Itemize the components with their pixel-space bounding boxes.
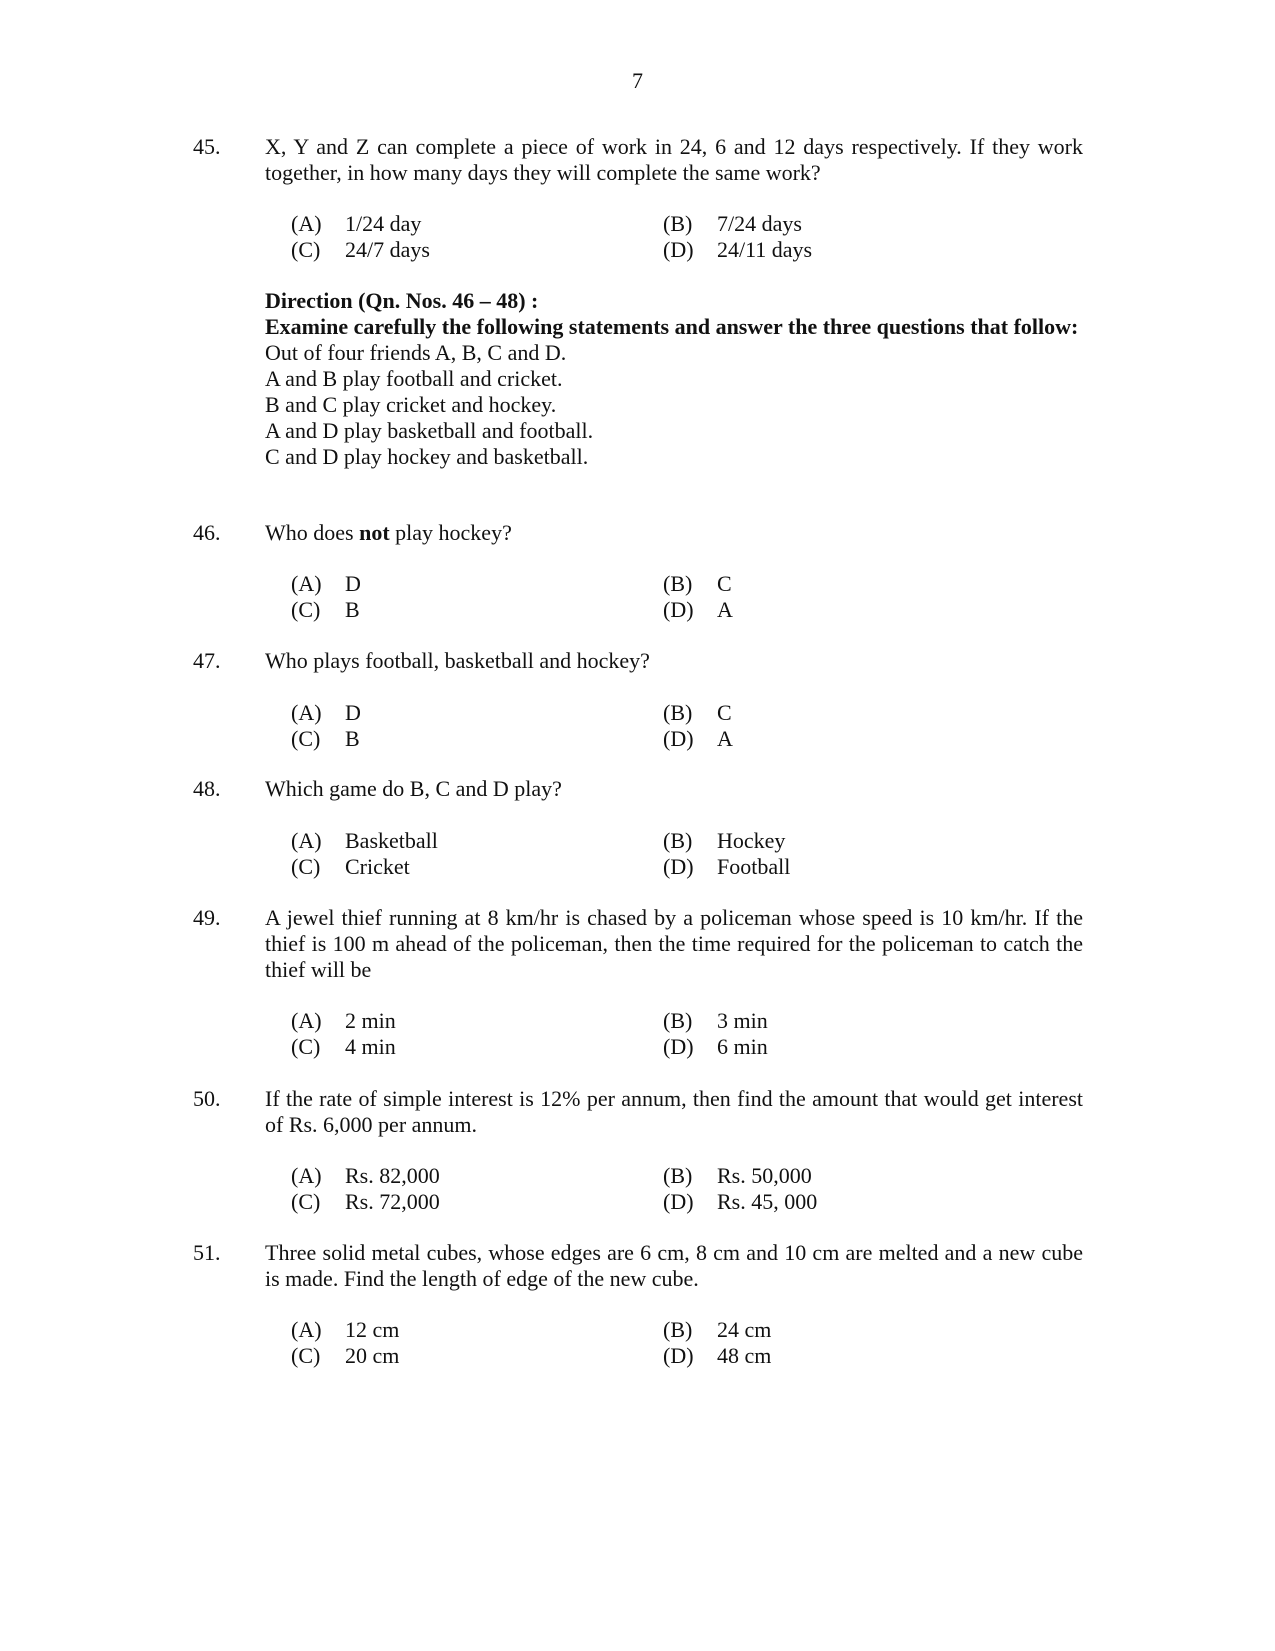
option-c: [291, 854, 410, 880]
option-a: [291, 700, 361, 726]
option-c: [291, 726, 360, 752]
option-b: [663, 1317, 771, 1343]
option-label: (D): [663, 597, 694, 622]
option-text: 48 cm: [717, 1343, 772, 1368]
option-a: [291, 1008, 396, 1034]
option-label: (A): [291, 828, 322, 853]
question-number: 47.: [193, 648, 221, 673]
option-a: [291, 571, 361, 597]
option-d: [663, 1034, 768, 1060]
direction-instruction: Examine carefully the following statements and answer the three questions that follow:: [265, 314, 1079, 339]
option-label: (D): [663, 237, 694, 262]
question-text: Three solid metal cubes, whose edges are 6 cm, 8 cm and 10 cm are melted and a new cube is made. Find the length of edge of the new cube.: [265, 1240, 1083, 1291]
question-text: A jewel thief running at 8 km/hr is chased by a policeman whose speed is 10 km/hr. If the thief is 100 m ahead of the policeman, then the time required for the policeman to catch the thief will be: [265, 905, 1083, 982]
option-label: (C): [291, 854, 321, 879]
option-d: [663, 854, 790, 880]
option-a: [291, 828, 438, 854]
option-text: B: [345, 597, 360, 622]
option-label: (C): [291, 237, 321, 262]
option-a: [291, 211, 421, 237]
option-label: (C): [291, 1189, 321, 1214]
option-label: (A): [291, 1317, 322, 1342]
option-label: (D): [663, 726, 694, 751]
option-text: B: [345, 726, 360, 751]
option-text: 1/24 day: [345, 211, 422, 236]
option-text: 24/7 days: [345, 237, 430, 262]
statement: A and D play basketball and football.: [265, 418, 594, 443]
option-label: (C): [291, 726, 321, 751]
option-c: [291, 1343, 399, 1369]
option-a: [291, 1317, 399, 1343]
option-text: 6 min: [717, 1034, 768, 1059]
question-text: Which game do B, C and D play?: [265, 776, 562, 801]
question-text: If the rate of simple interest is 12% per annum, then find the amount that would get interest of Rs. 6,000 per annum.: [265, 1086, 1083, 1137]
option-text: Rs. 82,000: [345, 1163, 440, 1188]
option-d: [663, 1343, 771, 1369]
option-b: [663, 828, 785, 854]
statement: C and D play hockey and basketball.: [265, 444, 589, 469]
option-text: 4 min: [345, 1034, 396, 1059]
direction-heading: Direction (Qn. Nos. 46 – 48) :: [265, 288, 539, 313]
option-text: 24 cm: [717, 1317, 772, 1342]
option-b: [663, 211, 802, 237]
option-label: (B): [663, 1008, 693, 1033]
option-label: (B): [663, 700, 693, 725]
option-text: D: [345, 571, 361, 596]
option-text: C: [717, 700, 732, 725]
option-d: [663, 237, 812, 263]
question-text: X, Y and Z can complete a piece of work in 24, 6 and 12 days respectively. If they work together, in how many days they will complete the same work?: [265, 134, 1083, 185]
question-number: 48.: [193, 776, 221, 801]
direction-block: [265, 288, 1083, 470]
statement: B and C play cricket and hockey.: [265, 392, 557, 417]
option-text: Rs. 50,000: [717, 1163, 812, 1188]
option-label: (D): [663, 854, 694, 879]
option-b: [663, 1163, 812, 1189]
option-text: A: [717, 726, 733, 751]
option-text: C: [717, 571, 732, 596]
option-label: (A): [291, 1008, 322, 1033]
question-number: 50.: [193, 1086, 221, 1111]
option-text: Football: [717, 854, 791, 879]
option-d: [663, 597, 733, 623]
option-c: [291, 237, 430, 263]
question-number: 45.: [193, 134, 221, 159]
option-text: Basketball: [345, 828, 438, 853]
question-number: 49.: [193, 905, 221, 930]
option-label: (D): [663, 1189, 694, 1214]
statement: Out of four friends A, B, C and D.: [265, 340, 567, 365]
option-text: D: [345, 700, 361, 725]
option-label: (A): [291, 700, 322, 725]
option-b: [663, 571, 732, 597]
option-text: 2 min: [345, 1008, 396, 1033]
option-label: (A): [291, 211, 322, 236]
option-text: 12 cm: [345, 1317, 400, 1342]
option-label: (A): [291, 1163, 322, 1188]
option-label: (B): [663, 571, 693, 596]
option-text: Hockey: [717, 828, 786, 853]
question-text: Who plays football, basketball and hockey?: [265, 648, 650, 673]
option-label: (D): [663, 1034, 694, 1059]
option-a: [291, 1163, 440, 1189]
option-d: [663, 1189, 817, 1215]
option-d: [663, 726, 733, 752]
option-text: Rs. 45, 000: [717, 1189, 818, 1214]
option-label: (B): [663, 828, 693, 853]
option-label: (C): [291, 1034, 321, 1059]
option-text: 24/11 days: [717, 237, 813, 262]
option-label: (C): [291, 1343, 321, 1368]
option-label: (B): [663, 1317, 693, 1342]
option-text: A: [717, 597, 733, 622]
option-text: 7/24 days: [717, 211, 802, 236]
option-b: [663, 700, 732, 726]
option-label: (C): [291, 597, 321, 622]
option-text: 20 cm: [345, 1343, 400, 1368]
question-text: Who does not play hockey?: [265, 520, 512, 545]
option-text: Rs. 72,000: [345, 1189, 440, 1214]
question-number: 46.: [193, 520, 221, 545]
option-label: (B): [663, 211, 693, 236]
option-c: [291, 1189, 440, 1215]
option-text: 3 min: [717, 1008, 768, 1033]
page-number: 7: [632, 68, 643, 93]
statement: A and B play football and cricket.: [265, 366, 563, 391]
option-text: Cricket: [345, 854, 410, 879]
question-number: 51.: [193, 1240, 221, 1265]
option-label: (A): [291, 571, 322, 596]
option-label: (B): [663, 1163, 693, 1188]
option-c: [291, 1034, 396, 1060]
option-label: (D): [663, 1343, 694, 1368]
option-b: [663, 1008, 768, 1034]
option-c: [291, 597, 360, 623]
emphasis: not: [359, 520, 390, 545]
